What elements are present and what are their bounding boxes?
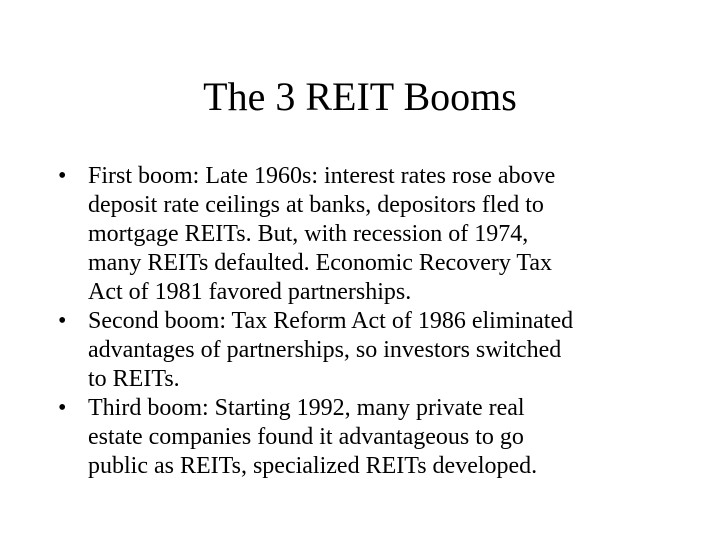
bullet-text-line: many REITs defaulted. Economic Recovery Tax	[88, 250, 553, 276]
slide-title: The 3 REIT Booms	[203, 74, 517, 119]
bullet-text-line: to REITs.	[88, 366, 180, 392]
bullet-text-line: advantages of partnerships, so investors switched	[88, 337, 562, 363]
bullet-text-line: estate companies found it advantageous to go	[88, 424, 524, 450]
bullet-item-first-boom	[58, 162, 678, 307]
bullet-text-line: Third boom: Starting 1992, many private real	[88, 395, 525, 421]
bullet-marker: •	[58, 395, 67, 421]
bullet-marker: •	[58, 163, 67, 189]
bullet-marker: •	[58, 308, 67, 334]
bullet-text-line: Second boom: Tax Reform Act of 1986 eliminated	[88, 308, 574, 334]
bullet-item-second-boom	[58, 307, 678, 394]
bullet-text-line: Act of 1981 favored partnerships.	[88, 279, 412, 305]
bullet-text-line: public as REITs, specialized REITs developed.	[88, 453, 538, 479]
bullet-text-line: First boom: Late 1960s: interest rates rose above	[88, 163, 556, 189]
bullet-item-third-boom	[58, 394, 678, 481]
bullet-text-line: mortgage REITs. But, with recession of 1974,	[88, 221, 529, 247]
bullet-text-line: deposit rate ceilings at banks, depositors fled to	[88, 192, 544, 218]
bullet-list	[58, 162, 678, 481]
